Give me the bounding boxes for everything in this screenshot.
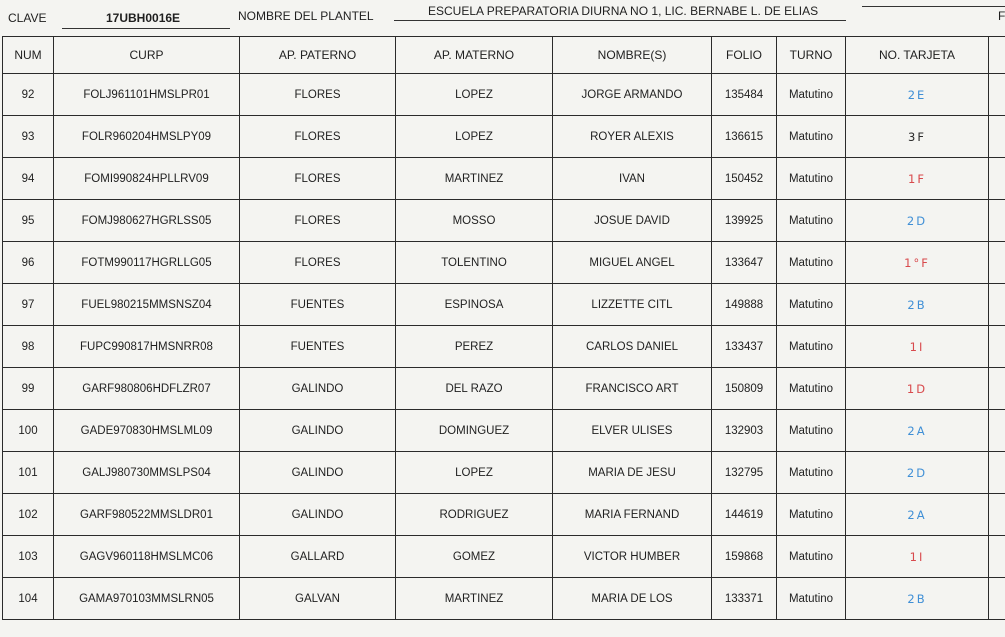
cell-folio: 135484 xyxy=(712,74,777,116)
handwritten-card-number: 3F xyxy=(908,129,926,144)
handwritten-card-number: 2A xyxy=(907,507,927,522)
cell-num: 96 xyxy=(3,242,54,284)
cell-tarjeta xyxy=(846,536,989,578)
cell-materno: ESPINOSA xyxy=(396,284,553,326)
cell-folio: 132795 xyxy=(712,452,777,494)
col-header-tarjeta: NO. TARJETA xyxy=(846,37,989,74)
cell-paterno: FLORES xyxy=(240,242,396,284)
cell-turno: Matutino xyxy=(777,536,846,578)
cell-num: 94 xyxy=(3,158,54,200)
cell-turno: Matutino xyxy=(777,452,846,494)
handwritten-card-number: 2B xyxy=(907,297,927,312)
table-row xyxy=(3,494,1005,536)
table-header-row xyxy=(3,37,1005,74)
table-row xyxy=(3,200,1005,242)
col-header-curp: CURP xyxy=(54,37,240,74)
cell-folio: 144619 xyxy=(712,494,777,536)
cell-materno: LOPEZ xyxy=(396,452,553,494)
cell-folio: 133371 xyxy=(712,578,777,620)
cell-nombre: VICTOR HUMBER xyxy=(553,536,712,578)
table-row xyxy=(3,158,1005,200)
table-row xyxy=(3,536,1005,578)
cell-num: 100 xyxy=(3,410,54,452)
cell-tarjeta xyxy=(846,158,989,200)
table-row xyxy=(3,452,1005,494)
cell-num: 101 xyxy=(3,452,54,494)
cell-materno: GOMEZ xyxy=(396,536,553,578)
cell-curp: GADE970830HMSLML09 xyxy=(54,410,240,452)
cell-nombre: ROYER ALEXIS xyxy=(553,116,712,158)
col-header-materno: AP. MATERNO xyxy=(396,37,553,74)
cell-turno: Matutino xyxy=(777,158,846,200)
cell-curp: FUPC990817HMSNRR08 xyxy=(54,326,240,368)
handwritten-card-number: 1I xyxy=(909,339,925,354)
cell-nombre: MARIA DE JESU xyxy=(553,452,712,494)
col-header-folio: FOLIO xyxy=(712,37,777,74)
cell-nombre: ELVER ULISES xyxy=(553,410,712,452)
right-header-fragment: F xyxy=(998,9,1005,23)
table-body xyxy=(3,74,1005,620)
table-row xyxy=(3,368,1005,410)
cell-turno: Matutino xyxy=(777,494,846,536)
table-row xyxy=(3,410,1005,452)
cell-num: 99 xyxy=(3,368,54,410)
cell-tarjeta xyxy=(846,452,989,494)
cell-nombre: JOSUE DAVID xyxy=(553,200,712,242)
cell-num: 103 xyxy=(3,536,54,578)
handwritten-card-number: 2D xyxy=(906,465,928,480)
cell-curp: FOLJ961101HMSLPR01 xyxy=(54,74,240,116)
cell-num: 104 xyxy=(3,578,54,620)
table-row xyxy=(3,578,1005,620)
cell-tarjeta xyxy=(846,284,989,326)
cell-edge xyxy=(989,410,1005,452)
cell-turno: Matutino xyxy=(777,410,846,452)
handwritten-card-number: 2A xyxy=(907,423,927,438)
cell-paterno: FLORES xyxy=(240,158,396,200)
cell-num: 95 xyxy=(3,200,54,242)
cell-paterno: GALLARD xyxy=(240,536,396,578)
handwritten-card-number: 1°F xyxy=(904,255,930,270)
cell-nombre: IVAN xyxy=(553,158,712,200)
cell-materno: MARTINEZ xyxy=(396,158,553,200)
cell-tarjeta xyxy=(846,368,989,410)
cell-curp: GARF980522MMSLDR01 xyxy=(54,494,240,536)
cell-tarjeta xyxy=(846,242,989,284)
cell-folio: 133437 xyxy=(712,326,777,368)
cell-materno: DOMINGUEZ xyxy=(396,410,553,452)
col-header-nombre: NOMBRE(S) xyxy=(553,37,712,74)
table-row xyxy=(3,74,1005,116)
cell-materno: LOPEZ xyxy=(396,116,553,158)
student-table xyxy=(2,36,1005,620)
cell-tarjeta xyxy=(846,578,989,620)
cell-materno: LOPEZ xyxy=(396,74,553,116)
cell-turno: Matutino xyxy=(777,284,846,326)
cell-paterno: FLORES xyxy=(240,200,396,242)
cell-curp: GAGV960118HMSLMC06 xyxy=(54,536,240,578)
cell-nombre: LIZZETTE CITL xyxy=(553,284,712,326)
cell-turno: Matutino xyxy=(777,326,846,368)
cell-materno: DEL RAZO xyxy=(396,368,553,410)
cell-tarjeta xyxy=(846,494,989,536)
cell-paterno: GALINDO xyxy=(240,494,396,536)
cell-folio: 133647 xyxy=(712,242,777,284)
cell-num: 92 xyxy=(3,74,54,116)
handwritten-card-number: 2B xyxy=(907,591,927,606)
cell-curp: GAMA970103MMSLRN05 xyxy=(54,578,240,620)
table-row xyxy=(3,284,1005,326)
cell-folio: 136615 xyxy=(712,116,777,158)
clave-value: 17UBH0016E xyxy=(106,11,181,25)
clave-label: CLAVE xyxy=(8,11,47,25)
cell-nombre: CARLOS DANIEL xyxy=(553,326,712,368)
cell-paterno: FLORES xyxy=(240,74,396,116)
cell-edge xyxy=(989,578,1005,620)
cell-curp: GALJ980730MMSLPS04 xyxy=(54,452,240,494)
cell-paterno: FUENTES xyxy=(240,284,396,326)
cell-turno: Matutino xyxy=(777,242,846,284)
cell-paterno: FLORES xyxy=(240,116,396,158)
cell-edge xyxy=(989,116,1005,158)
right-underline xyxy=(862,6,1005,7)
document-header xyxy=(0,0,1005,40)
cell-edge xyxy=(989,74,1005,116)
cell-tarjeta xyxy=(846,326,989,368)
cell-edge xyxy=(989,242,1005,284)
cell-edge xyxy=(989,452,1005,494)
clave-underline xyxy=(62,28,230,29)
cell-curp: FOMI990824HPLLRV09 xyxy=(54,158,240,200)
table-row xyxy=(3,242,1005,284)
cell-edge xyxy=(989,284,1005,326)
cell-edge xyxy=(989,158,1005,200)
cell-folio: 150452 xyxy=(712,158,777,200)
cell-tarjeta xyxy=(846,410,989,452)
cell-num: 102 xyxy=(3,494,54,536)
handwritten-card-number: 1D xyxy=(906,381,928,396)
table-row xyxy=(3,326,1005,368)
cell-nombre: JORGE ARMANDO xyxy=(553,74,712,116)
table-row xyxy=(3,116,1005,158)
cell-edge xyxy=(989,536,1005,578)
plantel-label: NOMBRE DEL PLANTEL xyxy=(238,9,374,23)
col-header-turno: TURNO xyxy=(777,37,846,74)
cell-nombre: FRANCISCO ART xyxy=(553,368,712,410)
cell-turno: Matutino xyxy=(777,578,846,620)
cell-materno: MOSSO xyxy=(396,200,553,242)
handwritten-card-number: 1F xyxy=(908,171,926,186)
cell-materno: MARTINEZ xyxy=(396,578,553,620)
cell-turno: Matutino xyxy=(777,116,846,158)
cell-folio: 150809 xyxy=(712,368,777,410)
cell-nombre: MARIA FERNAND xyxy=(553,494,712,536)
cell-nombre: MARIA DE LOS xyxy=(553,578,712,620)
cell-folio: 132903 xyxy=(712,410,777,452)
cell-tarjeta xyxy=(846,116,989,158)
cell-materno: RODRIGUEZ xyxy=(396,494,553,536)
col-header-paterno: AP. PATERNO xyxy=(240,37,396,74)
cell-paterno: GALINDO xyxy=(240,452,396,494)
cell-curp: GARF980806HDFLZR07 xyxy=(54,368,240,410)
col-header-num: NUM xyxy=(3,37,54,74)
cell-turno: Matutino xyxy=(777,368,846,410)
cell-curp: FUEL980215MMSNSZ04 xyxy=(54,284,240,326)
handwritten-card-number: 2E xyxy=(907,87,927,102)
cell-tarjeta xyxy=(846,74,989,116)
handwritten-card-number: 1I xyxy=(909,549,925,564)
cell-tarjeta xyxy=(846,200,989,242)
plantel-underline xyxy=(394,20,846,21)
cell-curp: FOMJ980627HGRLSS05 xyxy=(54,200,240,242)
cell-paterno: GALINDO xyxy=(240,368,396,410)
cell-materno: PEREZ xyxy=(396,326,553,368)
cell-num: 93 xyxy=(3,116,54,158)
cell-curp: FOLR960204HMSLPY09 xyxy=(54,116,240,158)
col-header-edge xyxy=(989,37,1005,74)
cell-nombre: MIGUEL ANGEL xyxy=(553,242,712,284)
cell-folio: 159868 xyxy=(712,536,777,578)
cell-edge xyxy=(989,200,1005,242)
cell-paterno: FUENTES xyxy=(240,326,396,368)
plantel-value: ESCUELA PREPARATORIA DIURNA NO 1, LIC. BERNABE L. DE ELIAS xyxy=(428,4,819,18)
cell-turno: Matutino xyxy=(777,200,846,242)
cell-edge xyxy=(989,326,1005,368)
cell-materno: TOLENTINO xyxy=(396,242,553,284)
cell-num: 98 xyxy=(3,326,54,368)
cell-paterno: GALINDO xyxy=(240,410,396,452)
cell-curp: FOTM990117HGRLLG05 xyxy=(54,242,240,284)
cell-edge xyxy=(989,368,1005,410)
cell-folio: 149888 xyxy=(712,284,777,326)
handwritten-card-number: 2D xyxy=(906,213,928,228)
cell-turno: Matutino xyxy=(777,74,846,116)
cell-edge xyxy=(989,494,1005,536)
cell-folio: 139925 xyxy=(712,200,777,242)
cell-paterno: GALVAN xyxy=(240,578,396,620)
cell-num: 97 xyxy=(3,284,54,326)
